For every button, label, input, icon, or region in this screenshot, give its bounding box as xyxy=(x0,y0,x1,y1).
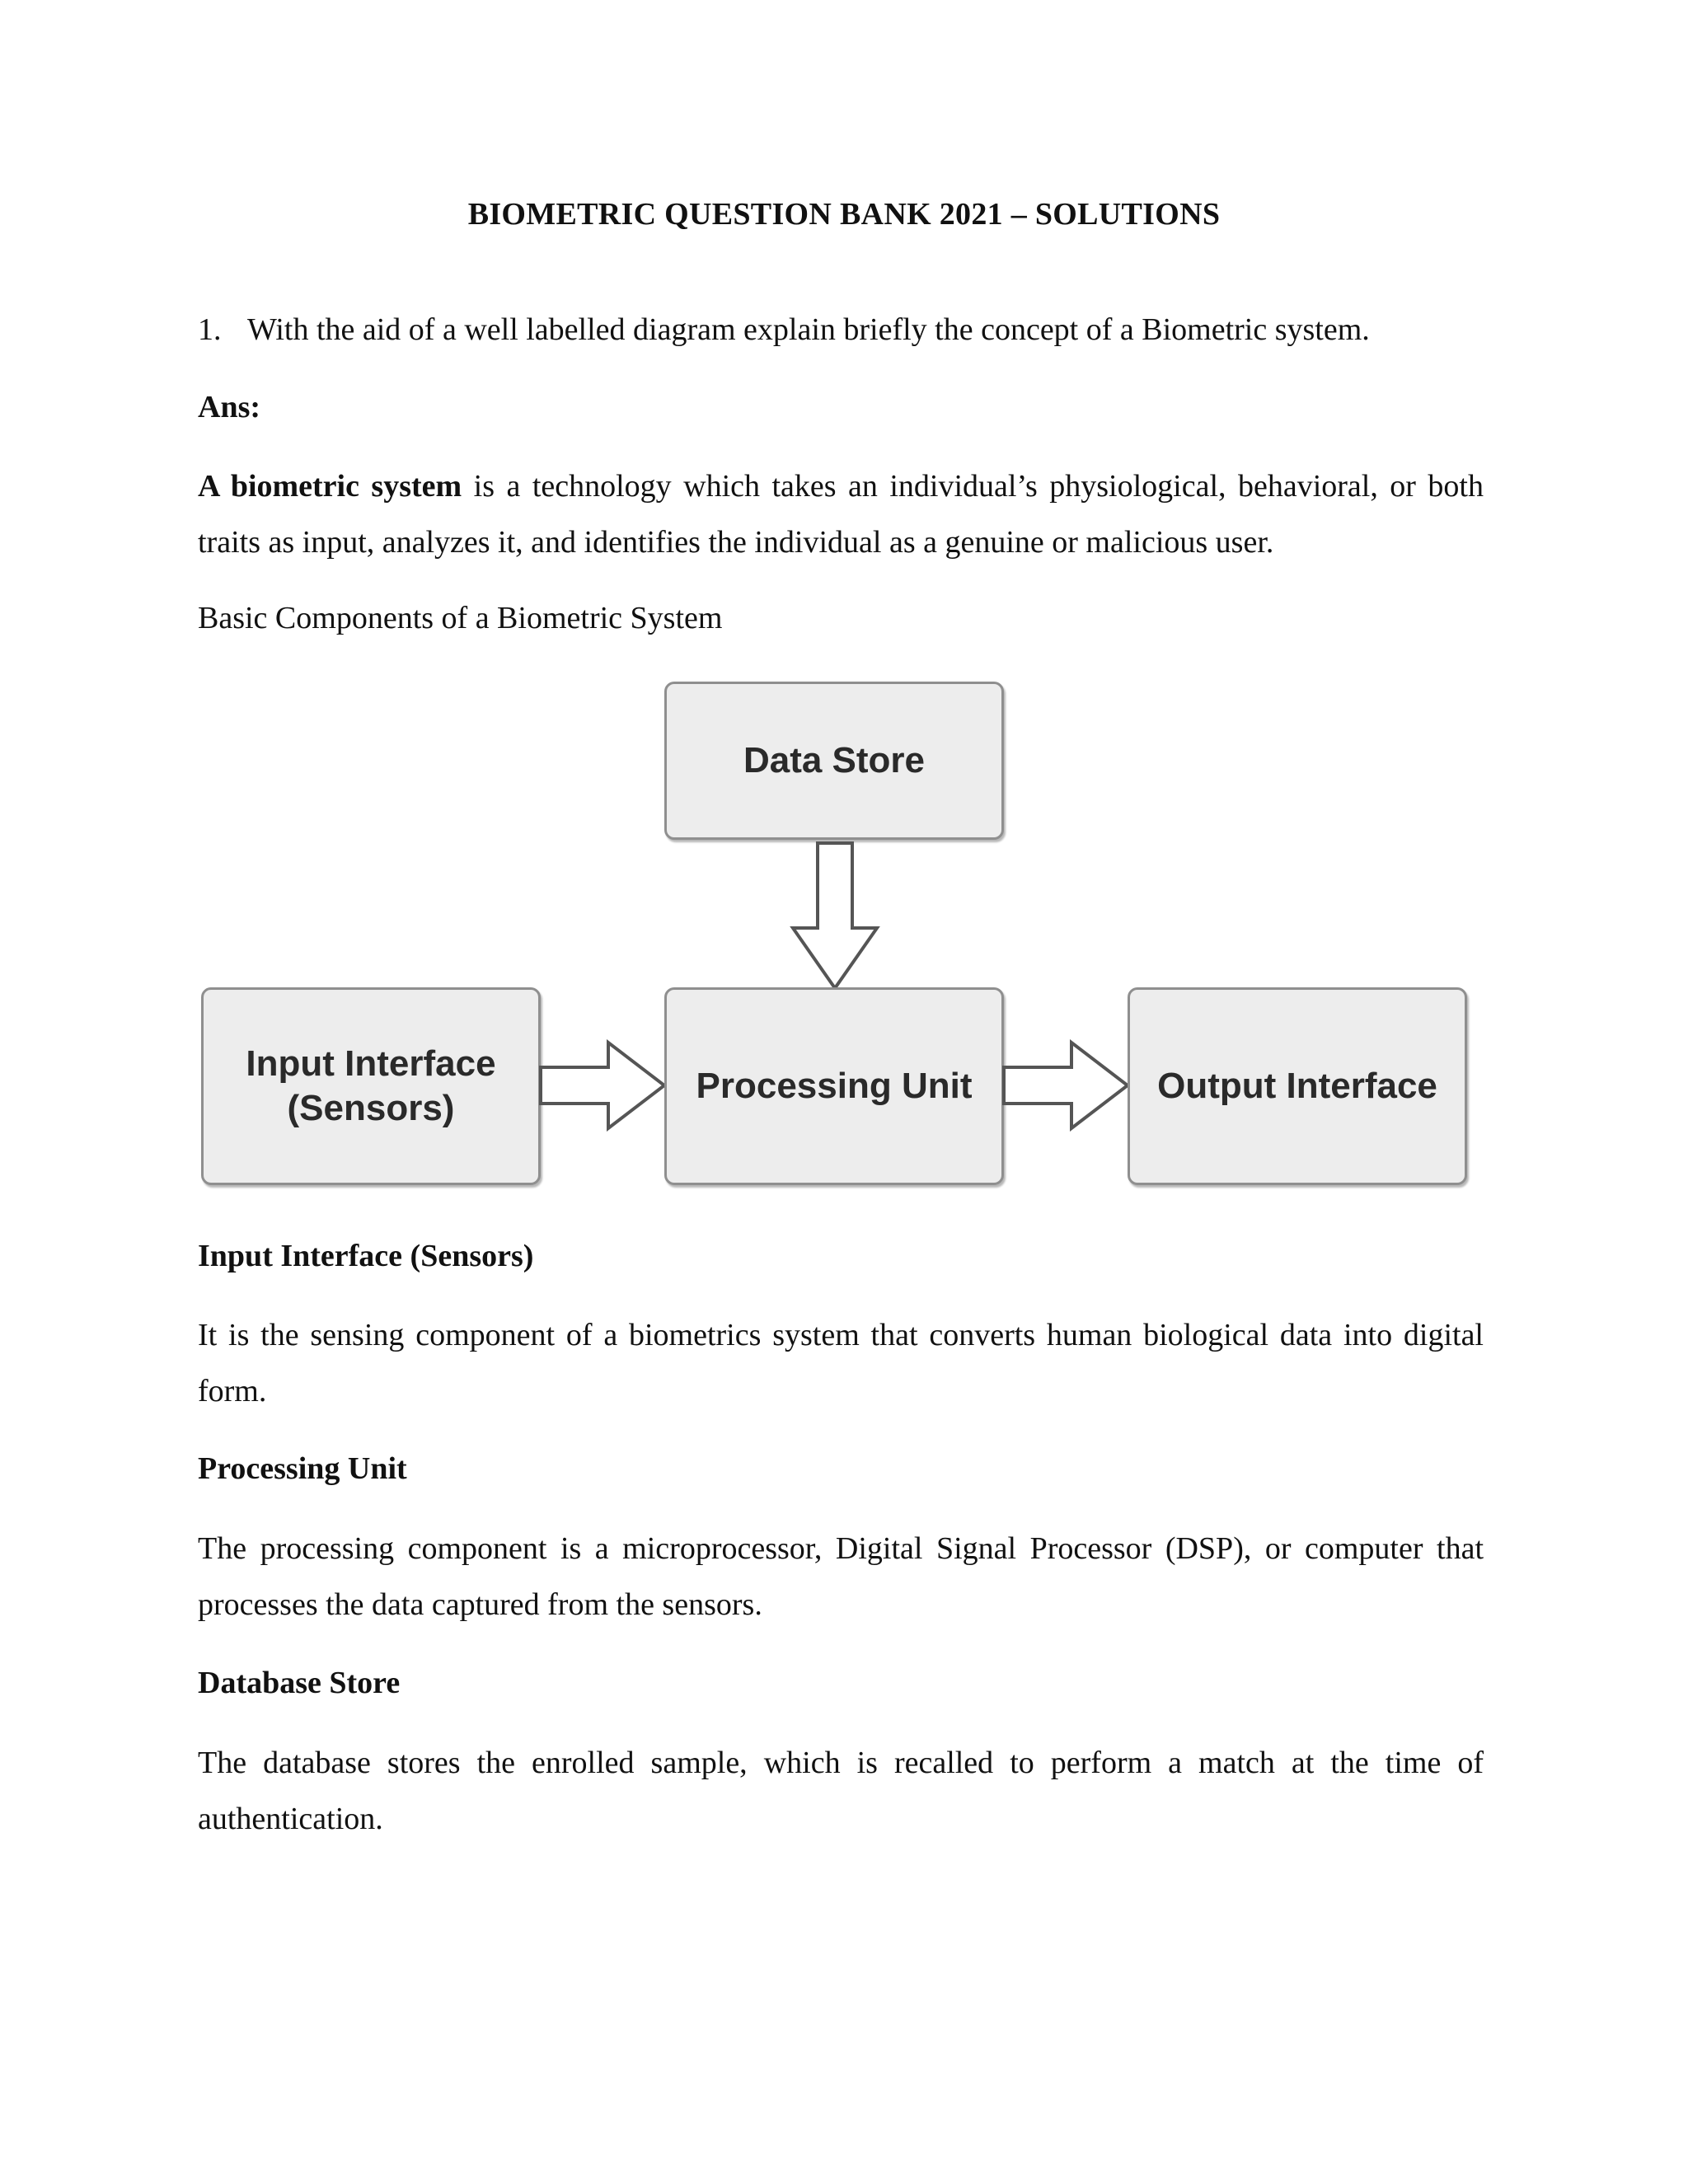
processing-unit-box xyxy=(664,987,1004,1185)
section-heading: Processing Unit xyxy=(198,1451,407,1486)
data-store-label: Data Store xyxy=(743,740,926,780)
definition-term: A biometric system xyxy=(198,469,462,504)
section-body: The database stores the enrolled sample, which is recalled to perform a match at the time of authentication. xyxy=(198,1746,1484,1836)
answer-label: Ans: xyxy=(198,390,261,424)
section-heading: Database Store xyxy=(198,1666,401,1700)
definition-text: is a technology which takes an individual’s physiological, behavioral, or both traits as input, analyzes it, and identifies the individual as a genuine or malicious user. xyxy=(198,469,1484,560)
components-heading: Basic Components of a Biometric System xyxy=(198,601,723,635)
processing-unit-label: Processing Unit xyxy=(696,1066,973,1106)
right-arrow-icon xyxy=(537,1039,669,1132)
definition-paragraph xyxy=(198,458,1484,570)
right-arrow-icon xyxy=(1001,1039,1132,1132)
question-text: With the aid of a well labelled diagram explain briefly the concept of a Biometric system. xyxy=(247,312,1370,347)
biometric-system-diagram xyxy=(198,680,1484,1195)
input-interface-box xyxy=(201,987,541,1185)
input-sensors-label: (Sensors) xyxy=(287,1088,455,1128)
down-arrow-icon xyxy=(790,841,880,991)
output-interface-label: Output Interface xyxy=(1157,1066,1437,1106)
question-number: 1. xyxy=(198,312,222,347)
section-heading: Input Interface (Sensors) xyxy=(198,1239,534,1273)
page-title: BIOMETRIC QUESTION BANK 2021 – SOLUTIONS xyxy=(467,197,1221,232)
section-body: The processing component is a microprocessor, Digital Signal Processor (DSP), or computer that processes the data captured from the sensors. xyxy=(198,1531,1484,1622)
question-1 xyxy=(198,302,1484,358)
data-store-box xyxy=(664,682,1004,840)
section-body: It is the sensing component of a biometrics system that converts human biological data into digital form. xyxy=(198,1318,1484,1408)
input-interface-label: Input Interface xyxy=(246,1043,496,1084)
output-interface-box xyxy=(1128,987,1467,1185)
